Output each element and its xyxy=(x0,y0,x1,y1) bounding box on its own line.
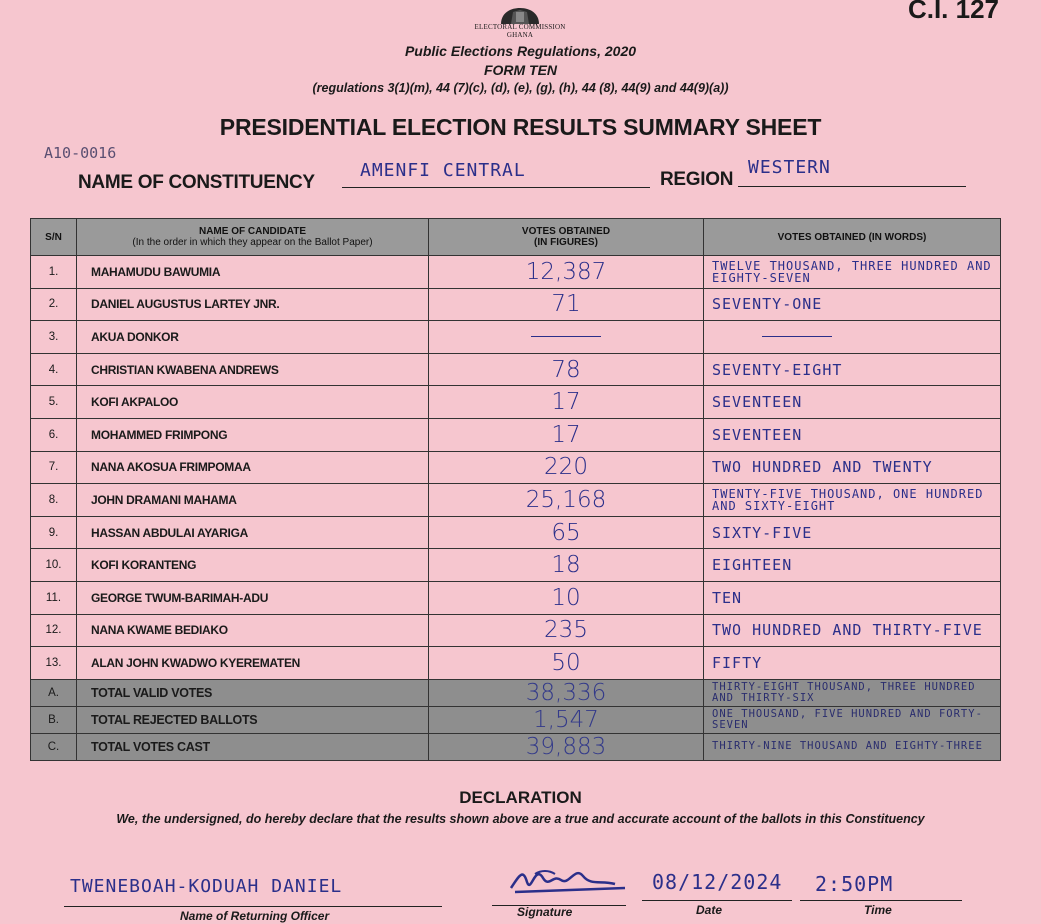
results-table xyxy=(30,218,1001,761)
sn-cell: 9. xyxy=(31,516,77,549)
sn-cell: 8. xyxy=(31,484,77,517)
table-row xyxy=(31,288,1001,321)
table-header-row xyxy=(31,219,1001,256)
candidate-name-cell: JOHN DRAMANI MAHAMA xyxy=(77,484,429,517)
votes-words-cell: TEN xyxy=(704,581,1001,614)
candidate-name-cell: KOFI AKPALOO xyxy=(77,386,429,419)
sn-cell: 2. xyxy=(31,288,77,321)
time-label: Time xyxy=(864,903,892,917)
ci-number: C.I. 127 xyxy=(907,0,999,24)
sn-cell: 1. xyxy=(31,256,77,289)
votes-figures-cell: 50 xyxy=(429,647,704,680)
votes-figures-cell: 71 xyxy=(429,288,704,321)
votes-figures-cell xyxy=(429,321,704,354)
votes-figures-cell: 10 xyxy=(429,581,704,614)
regulations-list: (regulations 3(1)(m), 44 (7)(c), (d), (e), (g), (h), 44 (8), 44(9) and 44(9)(a)) xyxy=(312,81,729,95)
constituency-label: NAME OF CONSTITUENCY xyxy=(78,172,315,193)
table-row xyxy=(31,516,1001,549)
votes-words-cell: TWO HUNDRED AND THIRTY-FIVE xyxy=(704,614,1001,647)
table-row xyxy=(31,256,1001,289)
candidate-name-cell: ALAN JOHN KWADWO KYEREMATEN xyxy=(77,647,429,680)
votes-words-cell xyxy=(704,321,1001,354)
votes-words-cell: SEVENTY-ONE xyxy=(704,288,1001,321)
votes-words-cell: SEVENTEEN xyxy=(704,386,1001,419)
votes-words-cell: SIXTY-FIVE xyxy=(704,516,1001,549)
date-value: 08/12/2024 xyxy=(652,870,783,894)
candidate-name-cell: MAHAMUDU BAWUMIA xyxy=(77,256,429,289)
votes-words-cell xyxy=(704,733,1001,760)
votes-figures-cell: 65 xyxy=(429,516,704,549)
candidate-name-cell: TOTAL VALID VOTES xyxy=(77,679,429,706)
votes-words-text: TWENTY-FIVE THOUSAND, ONE HUNDRED AND SIXTY-EIGHT xyxy=(712,486,984,513)
table-row xyxy=(31,451,1001,484)
header-sn: S/N xyxy=(31,219,77,256)
candidate-name-cell: NANA AKOSUA FRIMPOMAA xyxy=(77,451,429,484)
sn-cell: 13. xyxy=(31,647,77,680)
page-title: PRESIDENTIAL ELECTION RESULTS SUMMARY SHEET xyxy=(219,114,822,140)
votes-words-cell: SEVENTY-EIGHT xyxy=(704,353,1001,386)
sn-cell: 3. xyxy=(31,321,77,354)
date-label: Date xyxy=(696,903,723,917)
sn-cell: 7. xyxy=(31,451,77,484)
votes-words-cell xyxy=(704,679,1001,706)
table-row xyxy=(31,549,1001,582)
header-words: VOTES OBTAINED (IN WORDS) xyxy=(704,219,1001,256)
table-row xyxy=(31,647,1001,680)
votes-words-text: THIRTY-NINE THOUSAND AND EIGHTY-THREE xyxy=(712,740,983,753)
candidate-name-cell: TOTAL REJECTED BALLOTS xyxy=(77,706,429,733)
returning-officer-name: TWENEBOAH-KODUAH DANIEL xyxy=(70,876,343,897)
form-number: FORM TEN xyxy=(483,62,558,78)
sn-cell: B. xyxy=(31,706,77,733)
blank-dash xyxy=(531,336,601,337)
candidate-name-cell: AKUA DONKOR xyxy=(77,321,429,354)
votes-words-cell xyxy=(704,256,1001,289)
table-row xyxy=(31,353,1001,386)
votes-figures-cell: 18 xyxy=(429,549,704,582)
returning-officer-label: Name of Returning Officer xyxy=(180,909,330,923)
total-row xyxy=(31,706,1001,733)
votes-figures-cell: 17 xyxy=(429,386,704,419)
regulations-title: Public Elections Regulations, 2020 xyxy=(404,43,637,59)
region-value: WESTERN xyxy=(748,157,831,178)
votes-words-cell: SEVENTEEN xyxy=(704,418,1001,451)
votes-figures-cell: 17 xyxy=(429,418,704,451)
sn-cell: 6. xyxy=(31,418,77,451)
votes-figures-cell: 1,547 xyxy=(429,706,704,733)
declaration-title: DECLARATION xyxy=(459,788,582,807)
sn-cell: C. xyxy=(31,733,77,760)
signature-label: Signature xyxy=(517,905,573,919)
votes-words-text: THIRTY-EIGHT THOUSAND, THREE HUNDRED AND THIRTY-SIX xyxy=(712,680,976,704)
signature-mark xyxy=(505,858,635,902)
votes-figures-cell: 220 xyxy=(429,451,704,484)
votes-words-cell: FIFTY xyxy=(704,647,1001,680)
coat-of-arms-emblem xyxy=(497,0,543,24)
votes-figures-cell: 78 xyxy=(429,353,704,386)
votes-words-cell: EIGHTEEN xyxy=(704,549,1001,582)
region-underline xyxy=(738,186,966,187)
region-label: REGION xyxy=(660,169,734,190)
votes-figures-cell: 12,387 xyxy=(429,256,704,289)
constituency-value: AMENFI CENTRAL xyxy=(360,160,526,181)
table-row xyxy=(31,581,1001,614)
sn-cell: 5. xyxy=(31,386,77,419)
candidate-name-cell: NANA KWAME BEDIAKO xyxy=(77,614,429,647)
date-underline xyxy=(642,900,792,901)
sn-cell: A. xyxy=(31,679,77,706)
constituency-underline xyxy=(342,187,650,188)
votes-words-text: ONE THOUSAND, FIVE HUNDRED AND FORTY-SEVEN xyxy=(712,707,983,731)
table-row xyxy=(31,418,1001,451)
constituency-code: A10-0016 xyxy=(44,144,117,162)
table-row xyxy=(31,484,1001,517)
time-underline xyxy=(800,900,962,901)
votes-figures-cell: 38,336 xyxy=(429,679,704,706)
candidate-name-cell: TOTAL VOTES CAST xyxy=(77,733,429,760)
sn-cell: 10. xyxy=(31,549,77,582)
candidate-name-cell: GEORGE TWUM-BARIMAH-ADU xyxy=(77,581,429,614)
commission-label: ELECTORAL COMMISSION GHANA xyxy=(474,23,566,39)
candidate-name-cell: DANIEL AUGUSTUS LARTEY JNR. xyxy=(77,288,429,321)
sn-cell: 12. xyxy=(31,614,77,647)
time-value: 2:50PM xyxy=(815,872,894,896)
table-row xyxy=(31,386,1001,419)
votes-figures-cell: 39,883 xyxy=(429,733,704,760)
votes-words-cell: TWO HUNDRED AND TWENTY xyxy=(704,451,1001,484)
votes-figures-cell: 25,168 xyxy=(429,484,704,517)
votes-words-cell xyxy=(704,484,1001,517)
candidate-name-cell: CHRISTIAN KWABENA ANDREWS xyxy=(77,353,429,386)
candidate-name-cell: MOHAMMED FRIMPONG xyxy=(77,418,429,451)
table-row xyxy=(31,321,1001,354)
votes-words-cell xyxy=(704,706,1001,733)
sn-cell: 4. xyxy=(31,353,77,386)
votes-figures-cell: 235 xyxy=(429,614,704,647)
sn-cell: 11. xyxy=(31,581,77,614)
header-figures: VOTES OBTAINED (IN FIGURES) xyxy=(429,219,704,256)
total-row xyxy=(31,733,1001,760)
table-row xyxy=(31,614,1001,647)
header-candidate: NAME OF CANDIDATE (In the order in which they appear on the Ballot Paper) xyxy=(77,219,429,256)
officer-underline xyxy=(64,906,442,907)
total-row xyxy=(31,679,1001,706)
candidate-name-cell: KOFI KORANTENG xyxy=(77,549,429,582)
candidate-name-cell: HASSAN ABDULAI AYARIGA xyxy=(77,516,429,549)
votes-words-text: TWELVE THOUSAND, THREE HUNDRED AND EIGHTY-SEVEN xyxy=(712,258,992,285)
blank-dash xyxy=(762,336,832,337)
declaration-text: We, the undersigned, do hereby declare that the results shown above are a true and accurate account of the ballots in this Constituency xyxy=(116,812,925,826)
